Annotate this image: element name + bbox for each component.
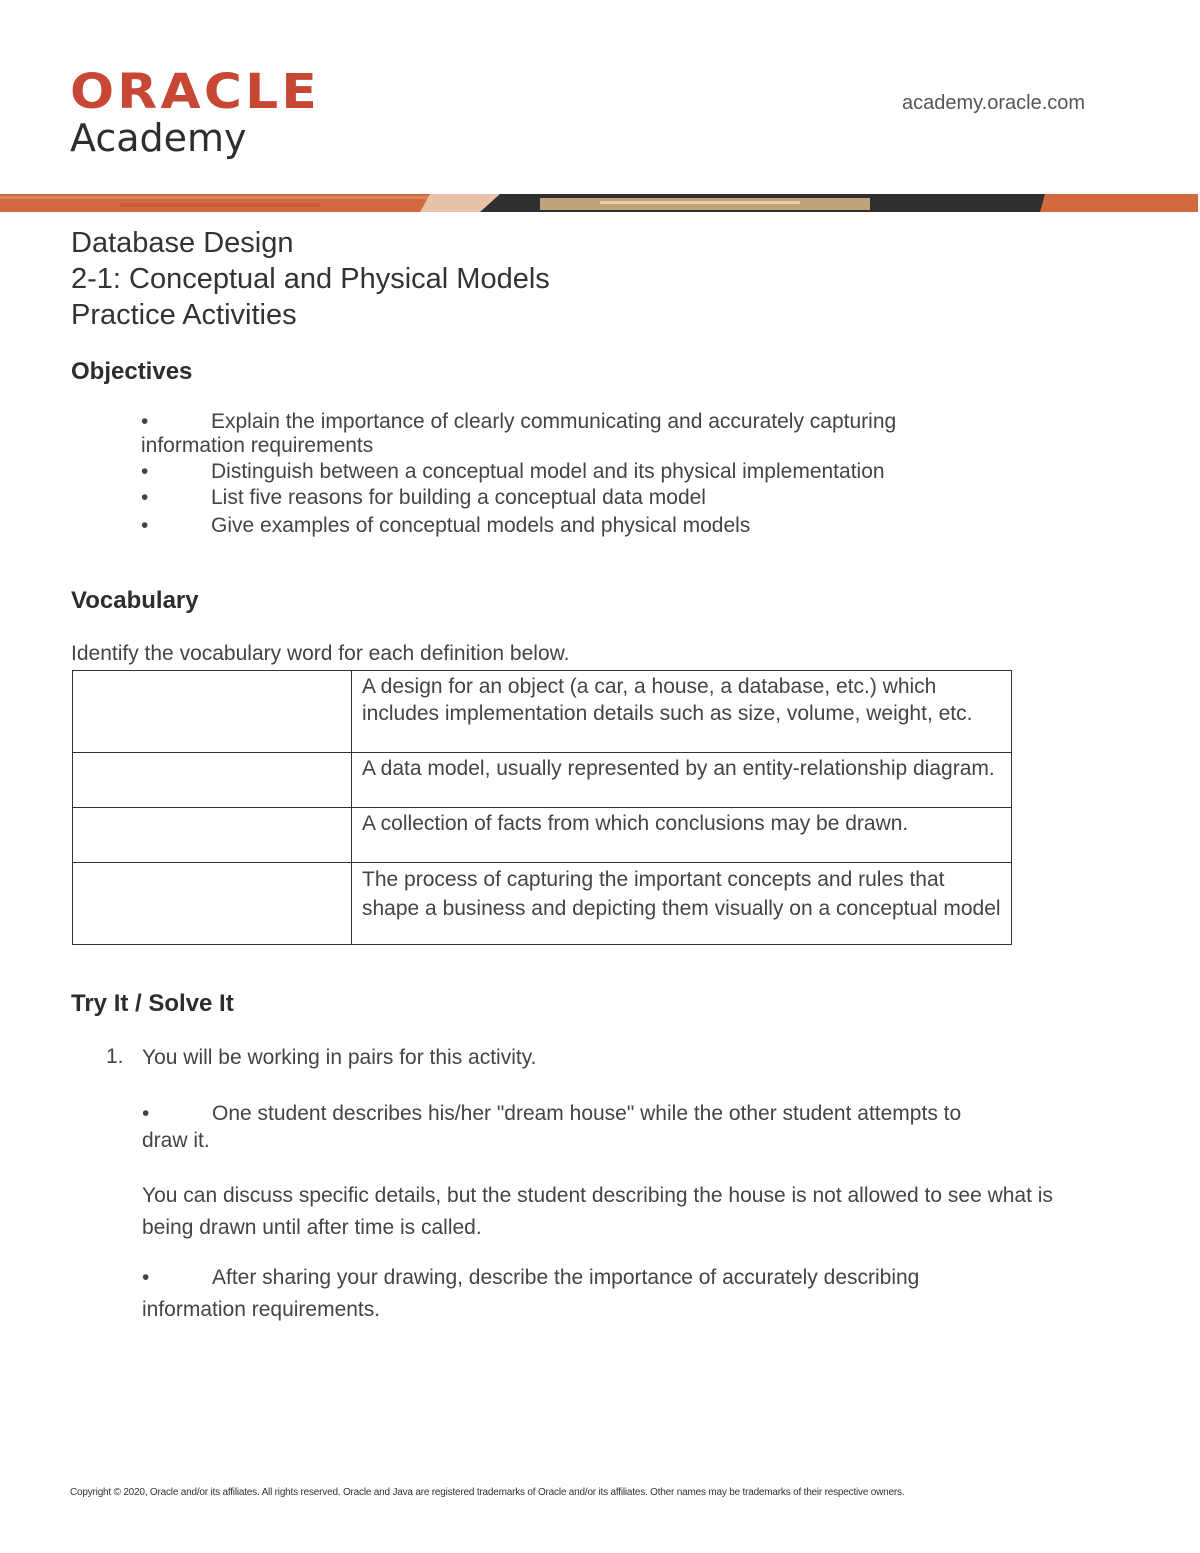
vocab-answer-cell[interactable]	[73, 808, 352, 863]
instruction-bullet-2: • After sharing your drawing, describe the importance of accurately describing information requirements.	[142, 1262, 1102, 1326]
objective-item: • Distinguish between a conceptual model and its physical implementation	[141, 460, 885, 483]
vocabulary-instruction: Identify the vocabulary word for each definition below.	[71, 642, 570, 665]
bullet-icon: •	[141, 486, 149, 509]
bullet-icon: •	[142, 1102, 150, 1125]
objective-item: • List five reasons for building a conceptual data model	[141, 486, 706, 509]
site-url: academy.oracle.com	[902, 92, 1086, 114]
objective-item: • Explain the importance of clearly communicating and accurately capturing	[141, 410, 897, 433]
question-text: You will be working in pairs for this activity.	[142, 1046, 537, 1069]
title-line-lesson: 2-1: Conceptual and Physical Models	[71, 263, 550, 295]
logo-academy-text: Academy	[70, 116, 247, 160]
title-line-activity: Practice Activities	[71, 299, 297, 331]
document-title	[71, 225, 550, 333]
question-number: 1.	[106, 1045, 124, 1068]
vocab-definition: A design for an object (a car, a house, a database, etc.) which includes implementation details such as size, volume, weight, etc.	[352, 671, 1012, 753]
bullet-icon: •	[141, 514, 149, 537]
title-line-course: Database Design	[71, 227, 294, 259]
instruction-bullet-1: • One student describes his/her "dream house" while the other student attempts to draw it.	[142, 1102, 962, 1152]
vocab-answer-cell[interactable]	[73, 671, 352, 753]
table-row	[73, 753, 1012, 808]
vocab-definition: The process of capturing the important concepts and rules that shape a business and depicting them visually on a conceptual model	[352, 863, 1012, 945]
vocab-definition: A collection of facts from which conclusions may be drawn.	[352, 808, 1012, 863]
bullet-icon: •	[141, 410, 149, 433]
bullet-icon: •	[141, 460, 149, 483]
objective-item-continuation: information requirements	[141, 434, 374, 457]
objectives-heading: Objectives	[71, 358, 193, 385]
vocab-answer-cell[interactable]	[73, 753, 352, 808]
vocabulary-table	[72, 670, 1012, 945]
logo-oracle-text: ORACLE	[70, 64, 321, 120]
try-it-heading: Try It / Solve It	[71, 990, 234, 1017]
bullet-icon: •	[142, 1266, 150, 1289]
oracle-academy-logo	[70, 64, 321, 160]
instruction-paragraph: You can discuss specific details, but the student describing the house is not allowed to see what is being drawn until after time is called.	[142, 1184, 1053, 1239]
table-row	[73, 863, 1012, 945]
vocabulary-heading: Vocabulary	[71, 587, 199, 614]
table-row	[73, 671, 1012, 753]
decorative-banner	[0, 194, 1198, 212]
vocab-definition: A data model, usually represented by an entity-relationship diagram.	[352, 753, 1012, 808]
vocab-answer-cell[interactable]	[73, 863, 352, 945]
objective-item: • Give examples of conceptual models and physical models	[141, 514, 751, 537]
copyright-footer: Copyright © 2020, Oracle and/or its affiliates. All rights reserved. Oracle and Java are registered trademarks of Oracle and/or its affiliates. Other names may be trademarks of their respective owners.	[70, 1487, 905, 1498]
table-row	[73, 808, 1012, 863]
objectives-list	[141, 410, 1021, 540]
